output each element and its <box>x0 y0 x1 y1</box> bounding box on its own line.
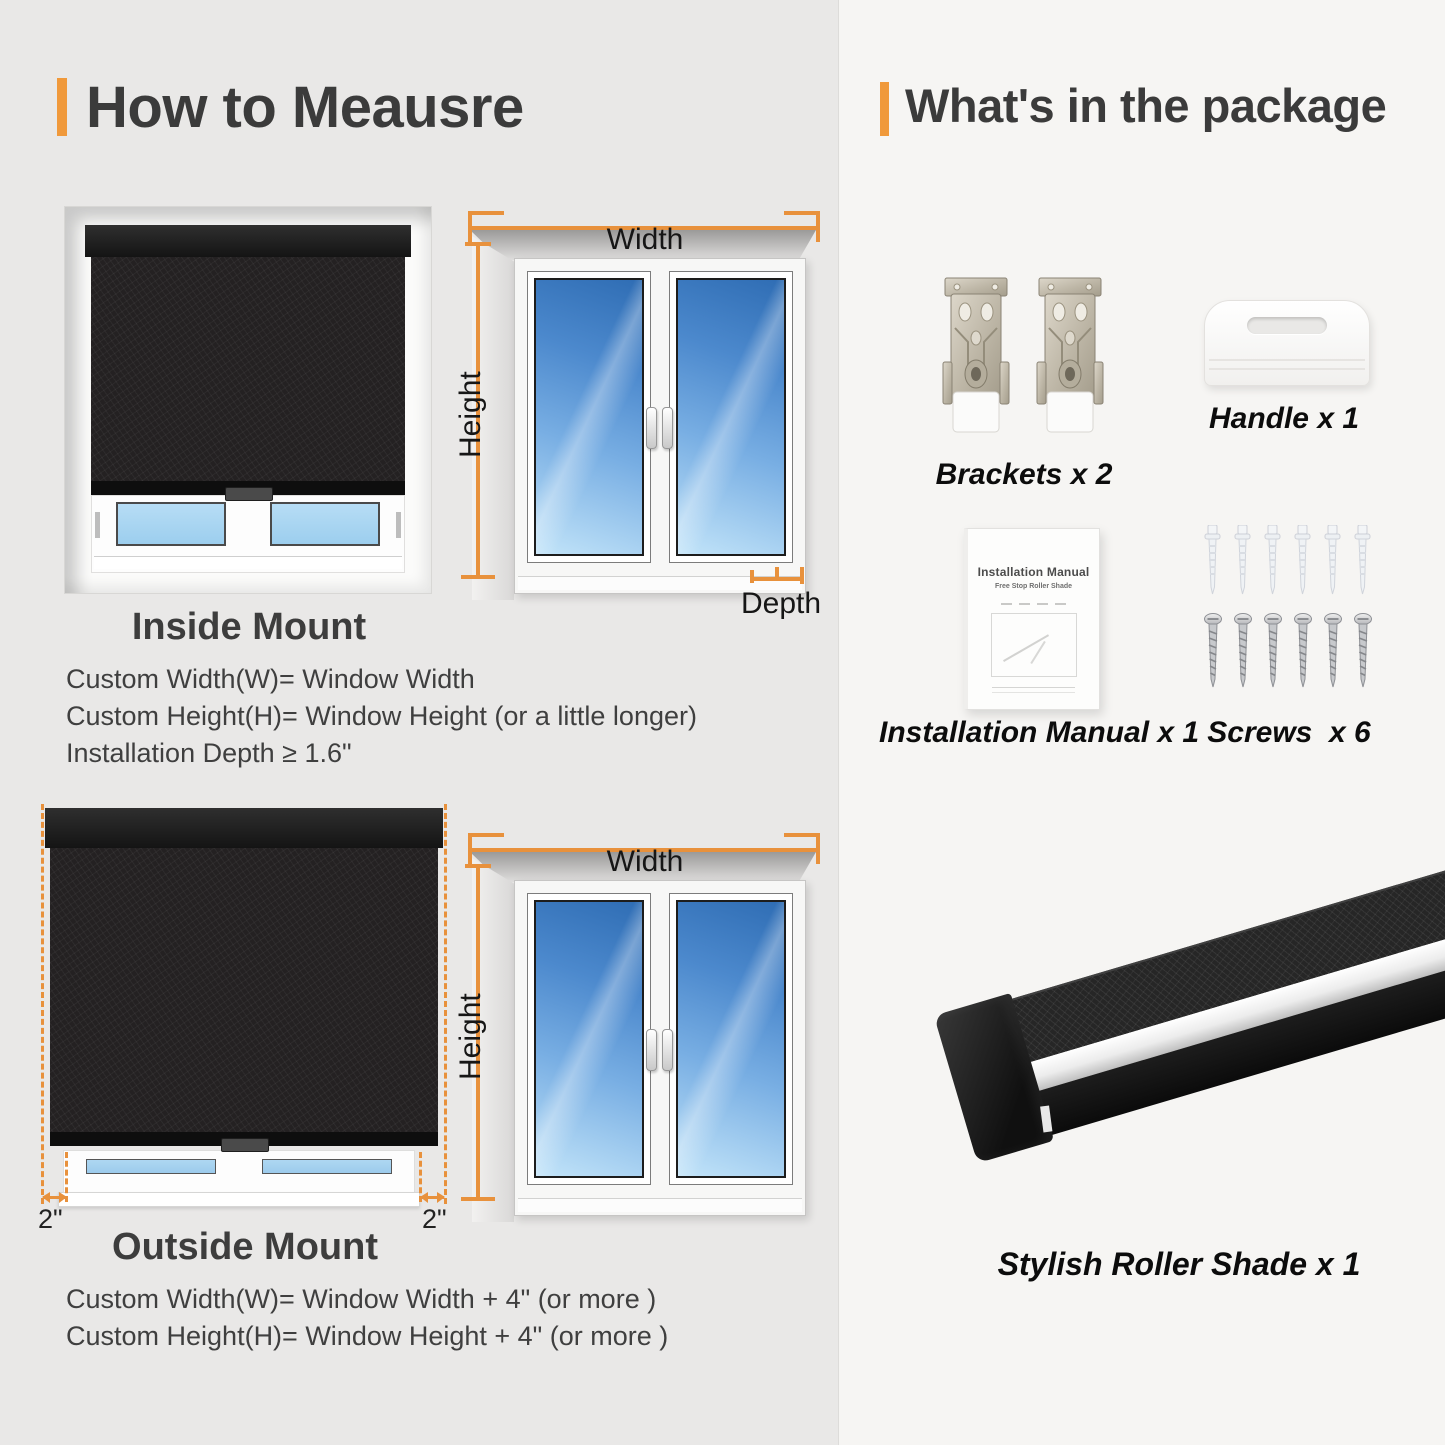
window-behind-shade <box>91 495 405 573</box>
left-panel-title: How to Meausre <box>86 75 524 140</box>
window-pane-right <box>669 271 793 563</box>
roller-shade-cassette-bar <box>947 858 1445 1154</box>
window-pane-left <box>527 271 651 563</box>
depth-arrow-cap <box>800 567 804 584</box>
inside-rule-depth: Installation Depth ≥ 1.6" <box>66 738 352 768</box>
bracket-icon <box>1037 278 1103 432</box>
inside-mount-illustration <box>58 200 438 600</box>
outside-mount-illustration <box>30 800 460 1240</box>
left-title-accent-bar <box>57 78 67 136</box>
shade-edge-guide-right <box>444 804 447 1204</box>
roller-shade-photo <box>859 858 1445 1238</box>
wall-anchor-icon <box>1265 525 1280 594</box>
manual-cover-title: Installation Manual <box>977 565 1090 579</box>
screw-icon <box>1295 614 1312 688</box>
screws-label: Screws x 6 <box>1207 716 1371 749</box>
window-sill <box>518 1198 802 1212</box>
handle-illustration <box>1204 300 1370 386</box>
brackets-label: Brackets x 2 <box>935 458 1113 491</box>
glass <box>676 278 786 556</box>
outside-mount-heading: Outside Mount <box>112 1226 378 1268</box>
glass <box>534 900 644 1178</box>
wall-anchor-icon <box>1355 525 1370 594</box>
manual-cover-subtitle: Free Stop Roller Shade <box>994 583 1073 590</box>
outside-rule-height: Custom Height(H)= Window Height + 4" (or more ) <box>66 1321 669 1351</box>
window-hinge-left <box>95 512 100 538</box>
wall-anchor-icon <box>1235 525 1250 594</box>
roller-shade-fabric <box>91 257 405 495</box>
inside-mount-heading: Inside Mount <box>131 606 367 648</box>
manual-cover-footnote <box>992 687 1075 693</box>
width-arrow-corner <box>468 211 504 215</box>
window-sill <box>58 1192 420 1207</box>
installation-manual-illustration <box>964 528 1100 710</box>
window-handle-left <box>646 407 657 449</box>
width-arrow-corner <box>784 833 820 837</box>
window-hinge-right <box>396 512 401 538</box>
window-frame <box>514 880 806 1216</box>
height-arrow-cap <box>461 575 495 579</box>
brackets-illustration <box>939 276 1109 436</box>
depth-arrow-cap <box>750 570 754 583</box>
window-frame <box>514 258 806 594</box>
handle-ridge <box>1209 368 1365 370</box>
screw-icon <box>1265 614 1282 688</box>
roller-shade-cassette <box>45 808 443 848</box>
screw-icon <box>1205 614 1222 688</box>
window-recess <box>64 206 432 594</box>
right-title-accent-bar <box>880 82 889 136</box>
window-pane-left <box>116 502 226 546</box>
manual-cover-figure <box>991 613 1077 677</box>
width-label: Width <box>606 845 684 878</box>
bracket-icon <box>943 278 1009 432</box>
glass <box>534 278 644 556</box>
inside-rule-height: Custom Height(H)= Window Height (or a little longer) <box>66 701 697 731</box>
depth-arrow <box>750 577 804 581</box>
shade-label: Stylish Roller Shade x 1 <box>997 1246 1361 1282</box>
width-arrow-corner <box>784 211 820 215</box>
wall-anchor-icon <box>1205 525 1220 594</box>
overhang-arrow-left <box>43 1196 66 1199</box>
width-arrow-corner <box>468 833 504 837</box>
package-contents-panel <box>838 0 1445 1445</box>
window-sill <box>94 556 402 569</box>
measure-diagram-outside <box>450 818 840 1252</box>
window-behind-shade <box>63 1150 415 1196</box>
window-pane-right <box>270 502 380 546</box>
overhang-label-left: 2" <box>38 1204 63 1234</box>
manual-label: Installation Manual x 1 <box>879 716 1200 749</box>
screw-icon <box>1235 614 1252 688</box>
overhang-arrow-right <box>421 1196 444 1199</box>
shade-edge-guide-left <box>41 804 44 1204</box>
depth-arrow-post <box>775 567 779 577</box>
screw-icon <box>1355 614 1372 688</box>
measure-diagram-inside <box>450 196 840 630</box>
wall-anchor-icon <box>1325 525 1340 594</box>
shade-pull-tab <box>225 487 273 501</box>
window-pane-right <box>669 893 793 1185</box>
inside-rule-width: Custom Width(W)= Window Width <box>66 664 475 694</box>
window-pane-right <box>262 1159 392 1174</box>
height-label: Height <box>454 993 487 1080</box>
handle-label: Handle x 1 <box>1208 402 1360 435</box>
right-panel-title: What's in the package <box>905 79 1387 132</box>
roller-shade-fabric <box>50 848 438 1146</box>
screw-icon <box>1325 614 1342 688</box>
window-handle-right <box>662 407 673 449</box>
window-handle-right <box>662 1029 673 1071</box>
outside-rule-width: Custom Width(W)= Window Width + 4" (or more ) <box>66 1284 657 1314</box>
handle-slot <box>1247 317 1327 334</box>
screws-illustration <box>1204 525 1379 693</box>
height-arrow-cap <box>461 1197 495 1201</box>
window-pane-left <box>86 1159 216 1174</box>
handle-ridge <box>1209 359 1365 361</box>
roller-shade-cassette <box>85 225 411 257</box>
height-label: Height <box>454 371 487 458</box>
overhang-label-right: 2" <box>422 1204 447 1234</box>
width-label: Width <box>606 223 684 256</box>
glass <box>676 900 786 1178</box>
wall-anchor-icon <box>1295 525 1310 594</box>
manual-cover-icons <box>968 597 1099 605</box>
window-handle-left <box>646 1029 657 1071</box>
depth-label: Depth <box>740 587 822 620</box>
window-pane-left <box>527 893 651 1185</box>
shade-pull-tab <box>221 1138 269 1152</box>
